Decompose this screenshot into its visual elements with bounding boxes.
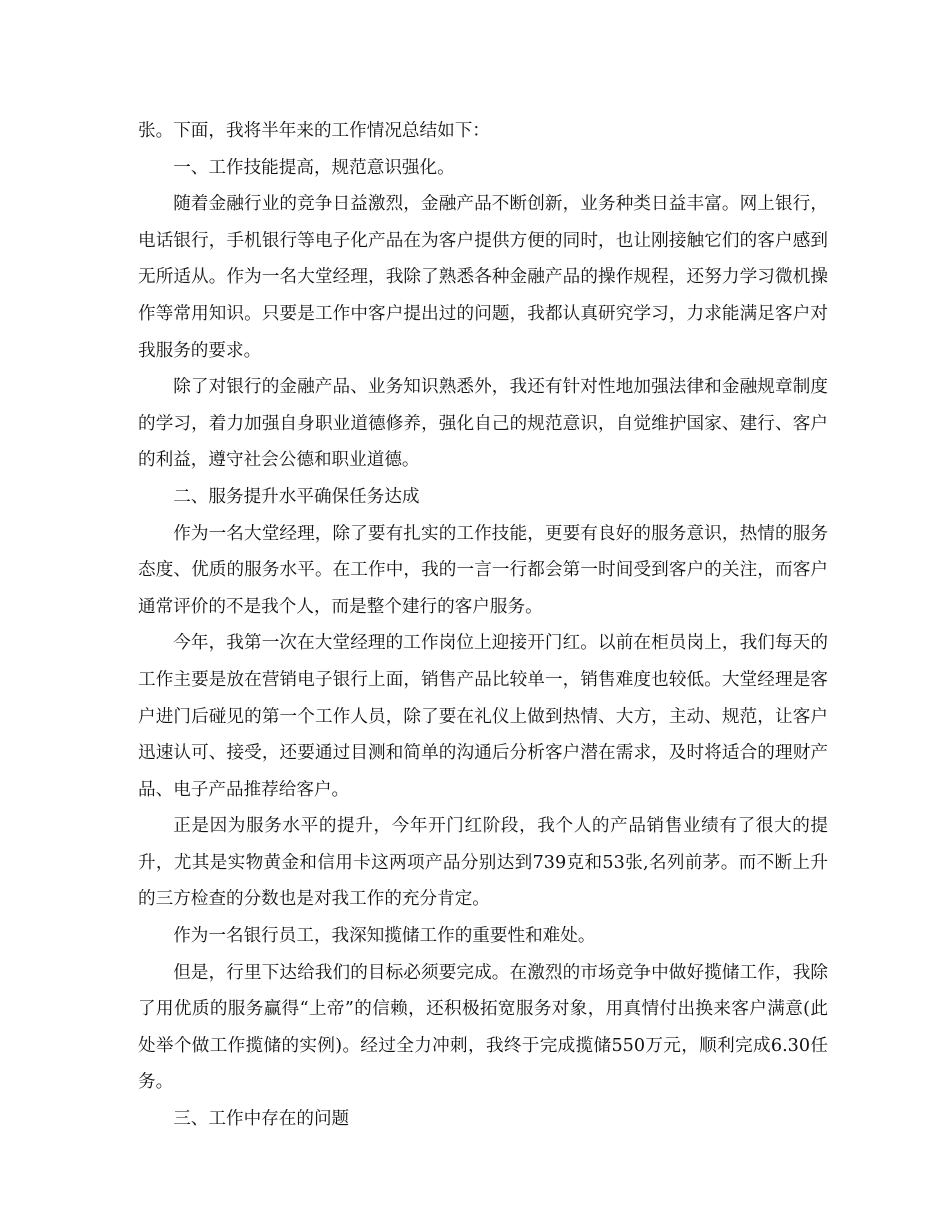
document-body	[138, 113, 828, 1138]
section-heading-2: 二、服务提升水平确保任务达成	[173, 486, 420, 507]
paragraph: 今年，我第一次在大堂经理的工作岗位上迎接开门红。以前在柜员岗上，我们每天的工作主要是放在营销电子银行上面，销售产品比较单一，销售难度也较低。大堂经理是客户进门后碰见的第一个工作人员，除了要在礼仪上做到热情、大方，主动、规范，让客户迅速认可、接受，还要通过目测和简单的沟通后分析客户潜在需求，及时将适合的理财产品、电子产品推荐给客户。	[138, 633, 828, 800]
paragraph: 正是因为服务水平的提升，今年开门红阶段，我个人的产品销售业绩有了很大的提升，尤其是实物黄金和信用卡这两项产品分别达到739克和53张,名列前茅。而不断上升的三方检查的分数也是对我工作的充分肯定。	[138, 816, 828, 910]
section-heading-1: 一、工作技能提高，规范意识强化。	[173, 157, 455, 178]
section-heading-3: 三、工作中存在的问题	[173, 1109, 350, 1130]
paragraph: 作为一名银行员工，我深知揽储工作的重要性和难处。	[173, 926, 596, 947]
paragraph: 但是，行里下达给我们的目标必须要完成。在激烈的市场竞争中做好揽储工作，我除了用优质的服务赢得“上帝”的信赖，还积极拓宽服务对象，用真情付出换来客户满意(此处举个做工作揽储的实例)。经过全力冲刺，我终于完成揽储550万元，顺利完成6.30任务。	[138, 962, 828, 1093]
paragraph: 随着金融行业的竞争日益激烈，金融产品不断创新，业务种类日益丰富。网上银行，电话银行，手机银行等电子化产品在为客户提供方便的同时，也让刚接触它们的客户感到无所适从。作为一名大堂经理，我除了熟悉各种金融产品的操作规程，还努力学习微机操作等常用知识。只要是工作中客户提出过的问题，我都认真研究学习，力求能满足客户对我服务的要求。	[138, 194, 828, 361]
paragraph: 除了对银行的金融产品、业务知识熟悉外，我还有针对性地加强法律和金融规章制度的学习，着力加强自身职业道德修养，强化自己的规范意识，自觉维护国家、建行、客户的利益，遵守社会公德和职业道德。	[138, 377, 828, 471]
paragraph: 作为一名大堂经理，除了要有扎实的工作技能，更要有良好的服务意识，热情的服务态度、优质的服务水平。在工作中，我的一言一行都会第一时间受到客户的关注，而客户通常评价的不是我个人，而是整个建行的客户服务。	[138, 523, 828, 617]
paragraph-continuation: 张。下面，我将半年来的工作情况总结如下：	[138, 121, 490, 141]
